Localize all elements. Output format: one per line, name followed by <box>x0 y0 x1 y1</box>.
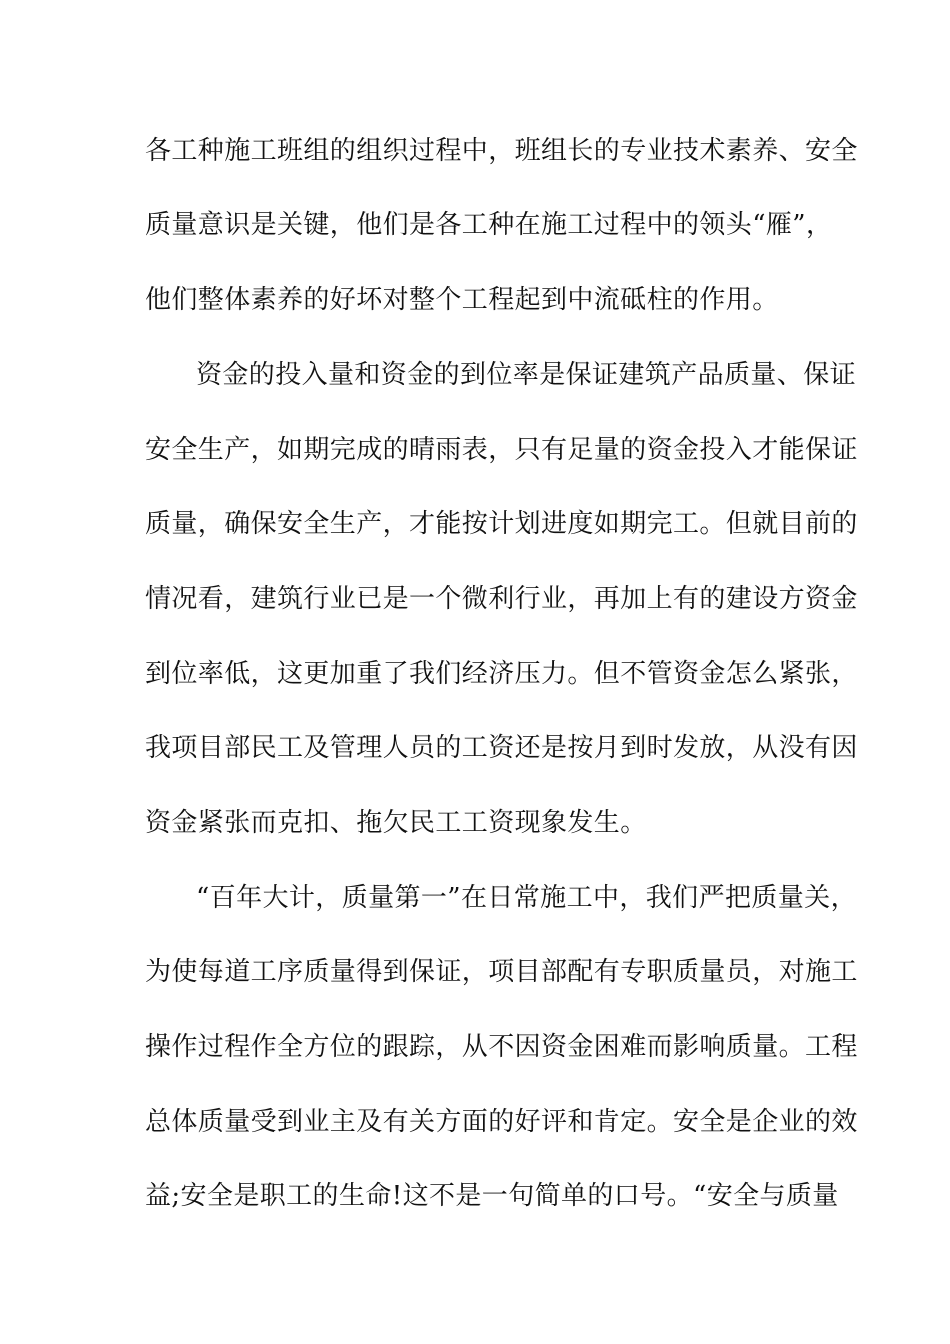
text-line: 他们整体素养的好坏对整个工程起到中流砥柱的作用。 <box>145 285 779 315</box>
paragraph-first-line: “百年大计，质量第一”在日常施工中，我们严把质量关， <box>196 883 857 913</box>
text-line: 总体质量受到业主及有关方面的好评和肯定。安全是企业的效 <box>145 1107 858 1137</box>
text-line: 质量，确保安全生产，才能按计划进度如期完工。但就目前的 <box>145 509 858 539</box>
text-line: 到位率低，这更加重了我们经济压力。但不管资金怎么紧张， <box>145 659 858 689</box>
paragraph-first-line: 资金的投入量和资金的到位率是保证建筑产品质量、保证 <box>196 360 857 390</box>
text-line: 为使每道工序质量得到保证，项目部配有专职质量员，对施工 <box>145 957 858 987</box>
text-line: 资金紧张而克扣、拖欠民工工资现象发生。 <box>145 808 647 838</box>
text-line: 安全生产，如期完成的晴雨表，只有足量的资金投入才能保证 <box>145 435 858 465</box>
text-line: 质量意识是关键，他们是各工种在施工过程中的领头“雁”， <box>145 210 833 240</box>
text-line: 情况看，建筑行业已是一个微利行业，再加上有的建设方资金 <box>145 584 858 614</box>
text-line: 操作过程作全方位的跟踪，从不因资金困难而影响质量。工程 <box>145 1032 858 1062</box>
text-line: 我项目部民工及管理人员的工资还是按月到时发放，从没有因 <box>145 733 858 763</box>
text-line: 益;安全是职工的生命!这不是一句简单的口号。“安全与质量 <box>145 1181 839 1211</box>
text-line: 各工种施工班组的组织过程中，班组长的专业技术素养、安全 <box>145 136 858 166</box>
